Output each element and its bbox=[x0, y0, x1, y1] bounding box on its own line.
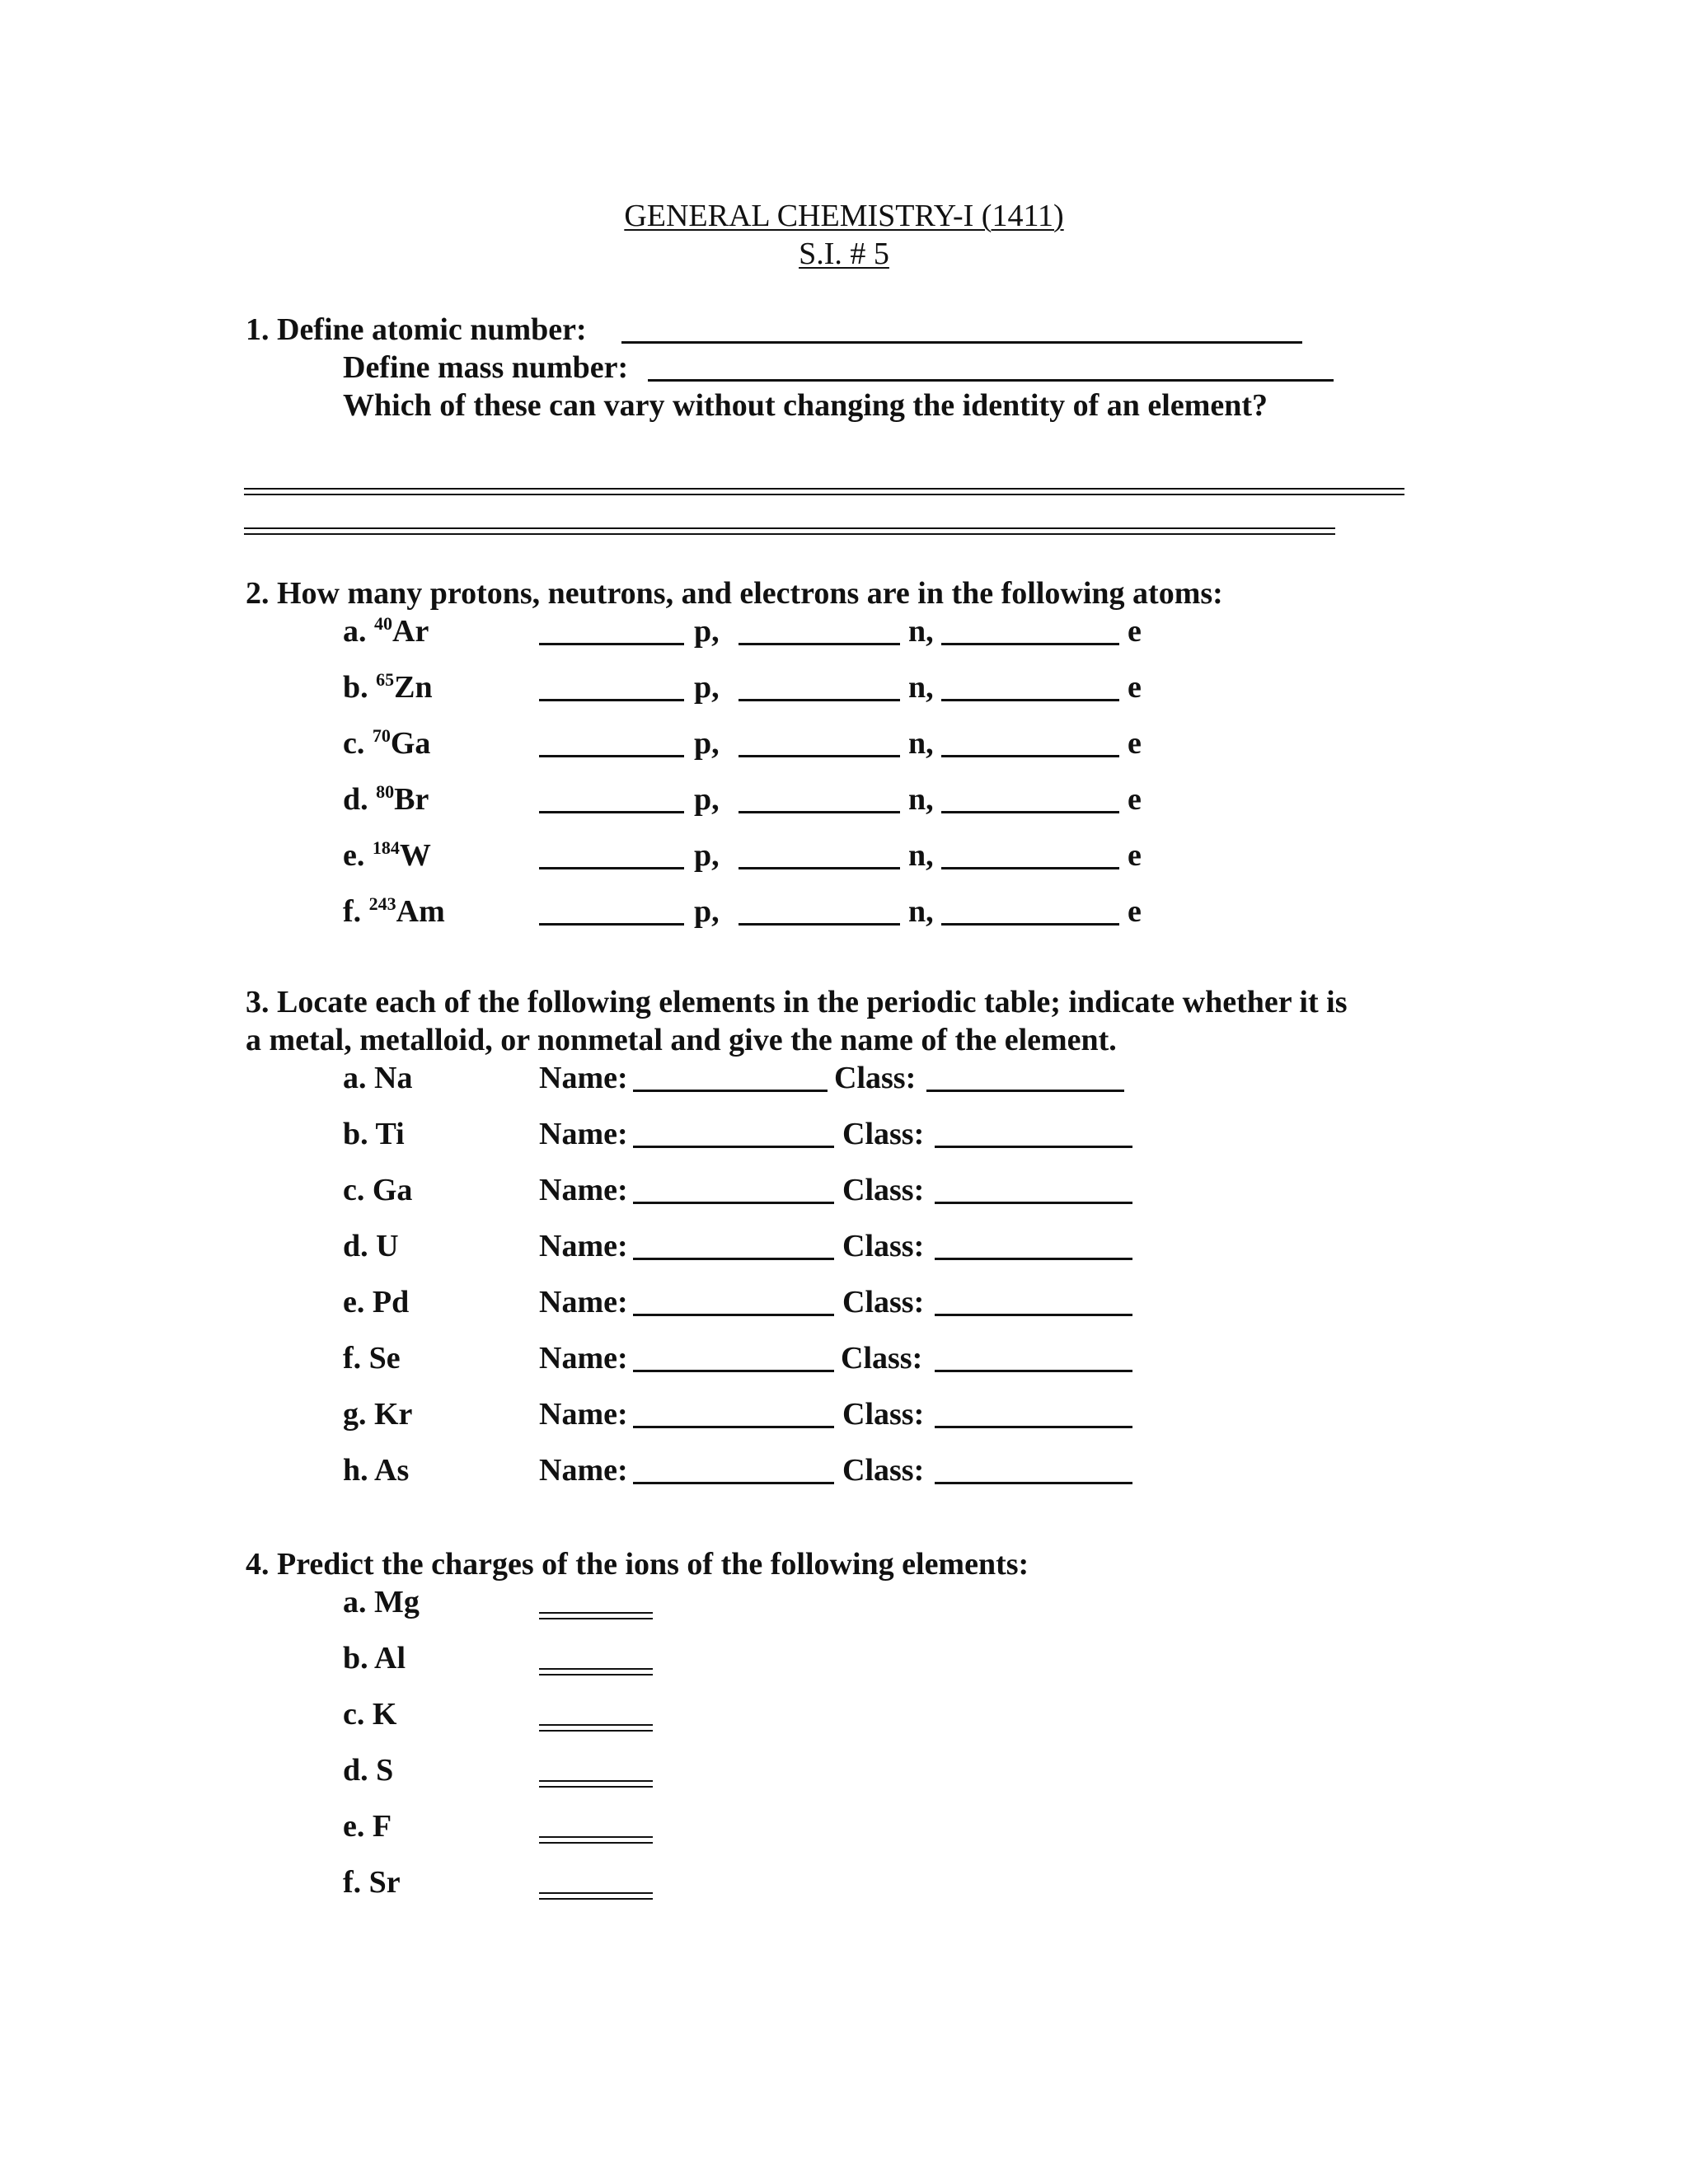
atom-mass-number: 65 bbox=[376, 669, 395, 690]
q2-protons-unit: p, bbox=[694, 838, 720, 873]
q3-element-label: f. Se bbox=[343, 1341, 401, 1376]
q2-atom-label bbox=[343, 893, 445, 930]
q1-atomic-number-label: 1. Define atomic number: bbox=[246, 312, 587, 347]
q3-name-blank[interactable] bbox=[633, 1370, 834, 1372]
q3-element-label: e. Pd bbox=[343, 1285, 410, 1319]
q1-answer-line-2[interactable] bbox=[244, 527, 1335, 535]
q3-class-blank[interactable] bbox=[935, 1146, 1132, 1148]
q4-element-label: a. Mg bbox=[343, 1585, 420, 1619]
q2-neutrons-unit: n, bbox=[908, 894, 934, 929]
q3-prompt-line-2: a metal, metalloid, or nonmetal and give the name of the element. bbox=[246, 1023, 1117, 1057]
q3-class-label: Class: bbox=[842, 1229, 925, 1263]
q3-element-label: g. Kr bbox=[343, 1397, 413, 1432]
q2-electrons-blank[interactable] bbox=[941, 643, 1119, 645]
q4-charge-blank[interactable] bbox=[539, 1836, 653, 1844]
q3-name-blank[interactable] bbox=[633, 1258, 834, 1260]
q2-neutrons-unit: n, bbox=[908, 670, 934, 705]
q2-protons-unit: p, bbox=[694, 726, 720, 761]
q4-charge-blank[interactable] bbox=[539, 1724, 653, 1732]
q3-name-label: Name: bbox=[539, 1285, 628, 1319]
q3-element-label: d. U bbox=[343, 1229, 399, 1263]
q3-element-label: a. Na bbox=[343, 1061, 413, 1095]
q3-class-label: Class: bbox=[842, 1117, 925, 1151]
q3-name-label: Name: bbox=[539, 1173, 628, 1207]
q2-neutrons-blank[interactable] bbox=[738, 643, 900, 645]
q1-answer-line-1[interactable] bbox=[244, 488, 1404, 495]
q3-class-blank[interactable] bbox=[935, 1258, 1132, 1260]
q4-charge-blank[interactable] bbox=[539, 1612, 653, 1619]
q4-element-label: f. Sr bbox=[343, 1865, 401, 1900]
atom-letter: d. bbox=[343, 782, 368, 817]
atom-symbol: Am bbox=[396, 894, 445, 929]
atom-mass-number: 40 bbox=[374, 613, 392, 634]
atom-symbol: Zn bbox=[394, 670, 433, 705]
q4-charge-blank[interactable] bbox=[539, 1780, 653, 1788]
q4-element-label: c. K bbox=[343, 1697, 397, 1732]
q3-class-label: Class: bbox=[842, 1453, 925, 1488]
atom-letter: a. bbox=[343, 614, 367, 649]
page-subtitle: S.I. # 5 bbox=[799, 237, 889, 271]
q2-neutrons-blank[interactable] bbox=[738, 923, 900, 926]
q4-charge-blank[interactable] bbox=[539, 1892, 653, 1900]
q2-neutrons-unit: n, bbox=[908, 614, 934, 649]
q2-neutrons-blank[interactable] bbox=[738, 811, 900, 813]
q3-class-label: Class: bbox=[842, 1397, 925, 1432]
q2-electrons-unit: e bbox=[1128, 838, 1142, 873]
q2-electrons-blank[interactable] bbox=[941, 923, 1119, 926]
q2-protons-blank[interactable] bbox=[539, 755, 684, 757]
q2-atom-label bbox=[343, 669, 433, 705]
atom-symbol: Br bbox=[394, 782, 429, 817]
q2-protons-blank[interactable] bbox=[539, 699, 684, 701]
q3-name-label: Name: bbox=[539, 1453, 628, 1488]
atom-letter: e. bbox=[343, 838, 365, 873]
q2-protons-unit: p, bbox=[694, 894, 720, 929]
atom-mass-number: 70 bbox=[372, 725, 391, 746]
q2-neutrons-unit: n, bbox=[908, 838, 934, 873]
q1-vary-question: Which of these can vary without changing the identity of an element? bbox=[343, 388, 1268, 423]
page-title: GENERAL CHEMISTRY-I (1411) bbox=[624, 199, 1064, 233]
q3-element-label: b. Ti bbox=[343, 1117, 405, 1151]
q2-electrons-unit: e bbox=[1128, 726, 1142, 761]
q3-name-blank[interactable] bbox=[633, 1202, 834, 1204]
q1-mass-number-label: Define mass number: bbox=[343, 350, 629, 385]
q3-element-label: c. Ga bbox=[343, 1173, 413, 1207]
q2-electrons-blank[interactable] bbox=[941, 755, 1119, 757]
q3-class-blank[interactable] bbox=[935, 1482, 1132, 1484]
q3-class-label: Class: bbox=[842, 1173, 925, 1207]
q3-class-blank[interactable] bbox=[935, 1314, 1132, 1316]
q3-name-label: Name: bbox=[539, 1341, 628, 1376]
q1-atomic-number-blank[interactable] bbox=[621, 341, 1302, 344]
q2-atom-label bbox=[343, 781, 429, 818]
q2-neutrons-unit: n, bbox=[908, 782, 934, 817]
q3-name-label: Name: bbox=[539, 1397, 628, 1432]
q2-neutrons-blank[interactable] bbox=[738, 867, 900, 869]
atom-letter: c. bbox=[343, 726, 365, 761]
q3-name-blank[interactable] bbox=[633, 1090, 828, 1092]
q2-neutrons-unit: n, bbox=[908, 726, 934, 761]
q2-protons-blank[interactable] bbox=[539, 923, 684, 926]
q2-protons-blank[interactable] bbox=[539, 867, 684, 869]
q3-class-blank[interactable] bbox=[935, 1202, 1132, 1204]
q1-mass-number-blank[interactable] bbox=[648, 379, 1334, 382]
q3-prompt-line-1: 3. Locate each of the following elements in the periodic table; indicate whether it is bbox=[246, 985, 1348, 1019]
q4-element-label: e. F bbox=[343, 1809, 392, 1844]
q2-protons-unit: p, bbox=[694, 670, 720, 705]
q3-name-blank[interactable] bbox=[633, 1482, 834, 1484]
atom-letter: b. bbox=[343, 670, 368, 705]
q2-neutrons-blank[interactable] bbox=[738, 699, 900, 701]
q2-electrons-blank[interactable] bbox=[941, 867, 1119, 869]
q2-atom-label bbox=[343, 837, 431, 874]
q2-electrons-unit: e bbox=[1128, 894, 1142, 929]
q3-name-blank[interactable] bbox=[633, 1314, 834, 1316]
atom-letter: f. bbox=[343, 894, 362, 929]
q2-atom-label bbox=[343, 725, 430, 762]
q2-prompt: 2. How many protons, neutrons, and electrons are in the following atoms: bbox=[246, 576, 1223, 611]
q2-neutrons-blank[interactable] bbox=[738, 755, 900, 757]
q2-electrons-unit: e bbox=[1128, 670, 1142, 705]
q3-class-blank[interactable] bbox=[935, 1426, 1132, 1428]
q2-protons-blank[interactable] bbox=[539, 811, 684, 813]
q4-charge-blank[interactable] bbox=[539, 1668, 653, 1675]
q3-name-label: Name: bbox=[539, 1117, 628, 1151]
q4-element-label: d. S bbox=[343, 1753, 394, 1788]
q2-protons-blank[interactable] bbox=[539, 643, 684, 645]
q4-element-label: b. Al bbox=[343, 1641, 406, 1675]
q3-name-label: Name: bbox=[539, 1061, 628, 1095]
atom-mass-number: 184 bbox=[372, 837, 400, 858]
q2-protons-unit: p, bbox=[694, 782, 720, 817]
atom-mass-number: 80 bbox=[376, 781, 395, 802]
q3-class-blank[interactable] bbox=[935, 1370, 1132, 1372]
q3-class-label: Class: bbox=[834, 1061, 917, 1095]
q2-electrons-unit: e bbox=[1128, 782, 1142, 817]
q3-name-blank[interactable] bbox=[633, 1426, 834, 1428]
q2-atom-label bbox=[343, 613, 429, 649]
q3-name-label: Name: bbox=[539, 1229, 628, 1263]
q3-class-label: Class: bbox=[841, 1341, 923, 1376]
q3-class-label: Class: bbox=[842, 1285, 925, 1319]
q2-electrons-blank[interactable] bbox=[941, 811, 1119, 813]
q2-electrons-blank[interactable] bbox=[941, 699, 1119, 701]
q3-class-blank[interactable] bbox=[926, 1090, 1124, 1092]
atom-symbol: Ar bbox=[392, 614, 429, 649]
atom-mass-number: 243 bbox=[368, 893, 396, 914]
atom-symbol: Ga bbox=[390, 726, 431, 761]
q3-element-label: h. As bbox=[343, 1453, 410, 1488]
q2-electrons-unit: e bbox=[1128, 614, 1142, 649]
q4-prompt: 4. Predict the charges of the ions of the following elements: bbox=[246, 1547, 1029, 1582]
atom-symbol: W bbox=[399, 838, 431, 873]
q3-name-blank[interactable] bbox=[633, 1146, 834, 1148]
q2-protons-unit: p, bbox=[694, 614, 720, 649]
